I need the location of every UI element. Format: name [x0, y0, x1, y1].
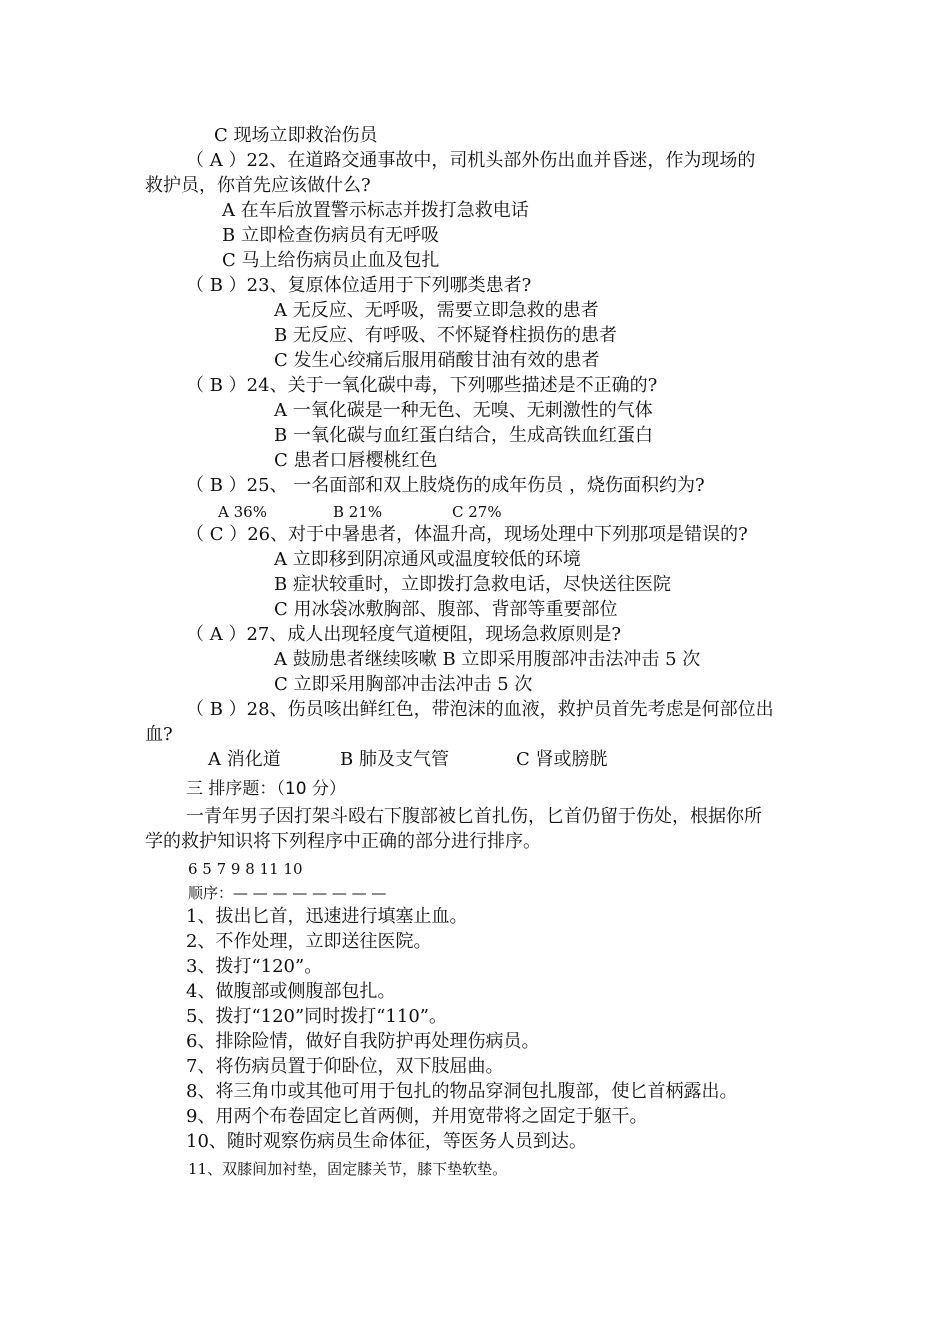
option-24-b: B 一氧化碳与血红蛋白结合，生成高铁血红蛋白 — [274, 425, 653, 446]
step-6: 6、排除险情，做好自我防护再处理伤病员。 — [186, 1031, 540, 1052]
option-26-a: A 立即移到阴凉通风或温度较低的环境 — [274, 549, 581, 570]
step-2: 2、不作处理，立即送往医院。 — [186, 931, 432, 952]
step-1: 1、拔出匕首，迅速进行填塞止血。 — [186, 906, 468, 927]
step-3: 3、拨打“120”。 — [186, 956, 323, 977]
question-28-cont: 血? — [145, 724, 173, 745]
question-26: （ C ）26、对于中暑患者，体温升高，现场处理中下列那项是错误的? — [186, 524, 748, 545]
option-24-c: C 患者口唇樱桃红色 — [274, 450, 438, 471]
option-27-c: C 立即采用胸部冲击法冲击 5 次 — [274, 674, 533, 695]
option-23-a: A 无反应、无呼吸，需要立即急救的患者 — [274, 300, 599, 321]
question-25: （ B ）25、 一名面部和双上肢烧伤的成年伤员 ，烧伤面积约为? — [186, 475, 705, 496]
question-24: （ B ）24、关于一氧化碳中毒，下列哪些描述是不正确的? — [186, 375, 658, 396]
option-26-b: B 症状较重时，立即拨打急救电话，尽快送往医院 — [274, 574, 671, 595]
step-5: 5、拨打“120”同时拨打“110”。 — [186, 1006, 447, 1027]
step-4: 4、做腹部或侧腹部包扎。 — [186, 981, 396, 1002]
option-22-a: A 在车后放置警示标志并拨打急救电话 — [222, 200, 529, 221]
option-25-a: A 36% — [218, 503, 267, 521]
step-9: 9、用两个布卷固定匕首两侧，并用宽带将之固定于躯干。 — [186, 1106, 648, 1127]
option-27-a-b: A 鼓励患者继续咳嗽 B 立即采用腹部冲击法冲击 5 次 — [274, 649, 701, 670]
option-25-c: C 27% — [452, 503, 502, 521]
answer-sequence: 6 5 7 9 8 11 10 — [188, 860, 303, 878]
option-21-c: C 现场立即救治伤员 — [214, 125, 378, 146]
step-8: 8、将三角巾或其他可用于包扎的物品穿洞包扎腹部，使匕首柄露出。 — [186, 1081, 738, 1102]
question-27: （ A ）27、成人出现轻度气道梗阻，现场急救原则是? — [186, 624, 621, 645]
step-10: 10、随时观察伤病员生命体征，等医务人员到达。 — [186, 1131, 587, 1152]
question-28: （ B ）28、伤员咳出鲜红色，带泡沫的血液，救护员首先考虑是何部位出 — [186, 699, 774, 720]
option-25-b: B 21% — [333, 503, 383, 521]
scenario-text-cont: 学的救护知识将下列程序中正确的部分进行排序。 — [145, 831, 541, 852]
option-28-b: B 肺及支气管 — [340, 749, 449, 770]
order-blank: 顺序：— — — — — — — — — [188, 884, 387, 902]
option-28-a: A 消化道 — [208, 749, 281, 770]
option-23-b: B 无反应、有呼吸、不怀疑脊柱损伤的患者 — [274, 325, 617, 346]
question-23: （ B ）23、复原体位适用于下列哪类患者? — [186, 275, 532, 296]
scenario-text: 一青年男子因打架斗殴右下腹部被匕首扎伤，匕首仍留于伤处，根据你所 — [186, 806, 762, 827]
question-22: （ A ）22、在道路交通事故中，司机头部外伤出血并昏迷，作为现场的 — [186, 150, 756, 171]
step-7: 7、将伤病员置于仰卧位，双下肢屈曲。 — [186, 1056, 504, 1077]
question-22-cont: 救护员，你首先应该做什么? — [145, 175, 371, 196]
option-22-b: B 立即检查伤病员有无呼吸 — [222, 225, 439, 246]
option-28-c: C 肾或膀胱 — [516, 749, 608, 770]
option-24-a: A 一氧化碳是一种无色、无嗅、无刺激性的气体 — [274, 400, 653, 421]
option-22-c: C 马上给伤病员止血及包扎 — [222, 250, 440, 271]
step-11: 11、双膝间加衬垫，固定膝关节，膝下垫软垫。 — [188, 1160, 508, 1178]
option-23-c: C 发生心绞痛后服用硝酸甘油有效的患者 — [274, 350, 600, 371]
section-heading: 三 排序题：（10 分） — [186, 779, 346, 799]
option-26-c: C 用冰袋冰敷胸部、腹部、背部等重要部位 — [274, 599, 618, 620]
